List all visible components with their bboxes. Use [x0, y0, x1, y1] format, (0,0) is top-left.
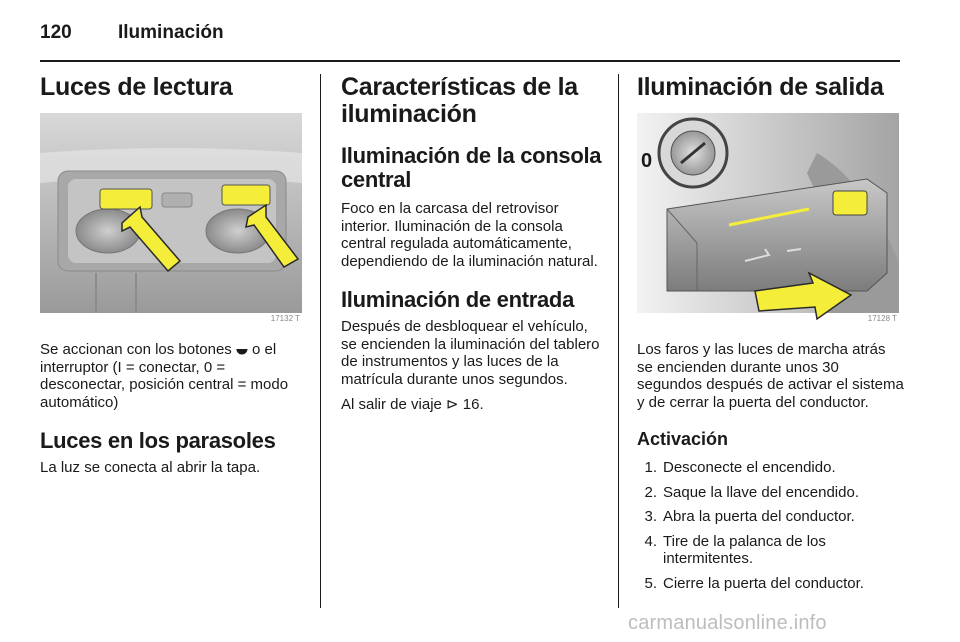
figure-code: 17132 T — [270, 314, 300, 323]
list-item: 2. Saque la llave del encendido. — [644, 483, 859, 501]
list-item: 3. Abra la puerta del conductor. — [644, 508, 855, 525]
subsection-title-entry-lighting: Iluminación de entrada — [341, 287, 575, 312]
figure-code: 17128 T — [867, 314, 897, 323]
figure-label-zero: 0 — [641, 150, 653, 172]
console-lighting-text: Foco en la carcasa del retrovisor interior. Iluminación de la consola central regulada automáticamente, dependiendo de la iluminación natural. — [341, 200, 598, 270]
page-heading: Iluminación — [118, 22, 224, 43]
entry-lighting-text: Después de desbloquear el vehículo, se encienden la iluminación del tablero de instrumentos y las luces de la matrícula durante unos segundos. — [341, 318, 600, 388]
column-exit-lighting — [637, 74, 905, 599]
exit-lighting-text: Los faros y las luces de marcha atrás se encienden durante unos 30 segundos después de activar el sistema y de cerrar la puerta del conductor. — [637, 341, 904, 411]
section-title-sun-visor-lights: Luces en los parasoles — [40, 428, 276, 453]
column-divider — [320, 74, 321, 608]
sun-visor-text: La luz se conecta al abrir la tapa. — [40, 459, 261, 476]
column-reading-lights — [40, 74, 302, 477]
page-number: 120 — [40, 22, 72, 43]
section-title-exit-lighting: Iluminación de salida — [637, 73, 884, 101]
page-header — [40, 18, 920, 62]
reading-lights-figure — [40, 113, 302, 323]
exit-lighting-figure — [637, 113, 899, 323]
column-divider — [618, 74, 619, 608]
header-rule — [40, 60, 900, 62]
entry-lighting-reference: Al salir de viaje ⊳ 16. — [341, 396, 484, 413]
section-title-reading-lights: Luces de lectura — [40, 73, 233, 101]
column-lighting-features — [341, 74, 605, 414]
watermark: carmanualsonline.info — [628, 612, 827, 634]
reading-lights-text: Se accionan con los botones ⯋ o el interruptor (I = conectar, 0 = desconectar, posición central = modo automático) — [40, 341, 289, 411]
activation-title: Activación — [637, 429, 729, 449]
list-item: 4. Tire de la palanca de los intermitentes. — [644, 532, 826, 567]
subsection-title-console-lighting: Iluminación de la consola central — [341, 143, 602, 192]
list-item: 1. Desconecte el encendido. — [644, 459, 836, 476]
activation-steps — [637, 459, 905, 592]
section-title-lighting-features: Características de la iluminación — [341, 73, 578, 128]
reading-lights-illustration — [40, 113, 302, 323]
list-item: 5. Cierre la puerta del conductor. — [644, 574, 864, 592]
turn-signal-lever-illustration — [637, 113, 899, 323]
